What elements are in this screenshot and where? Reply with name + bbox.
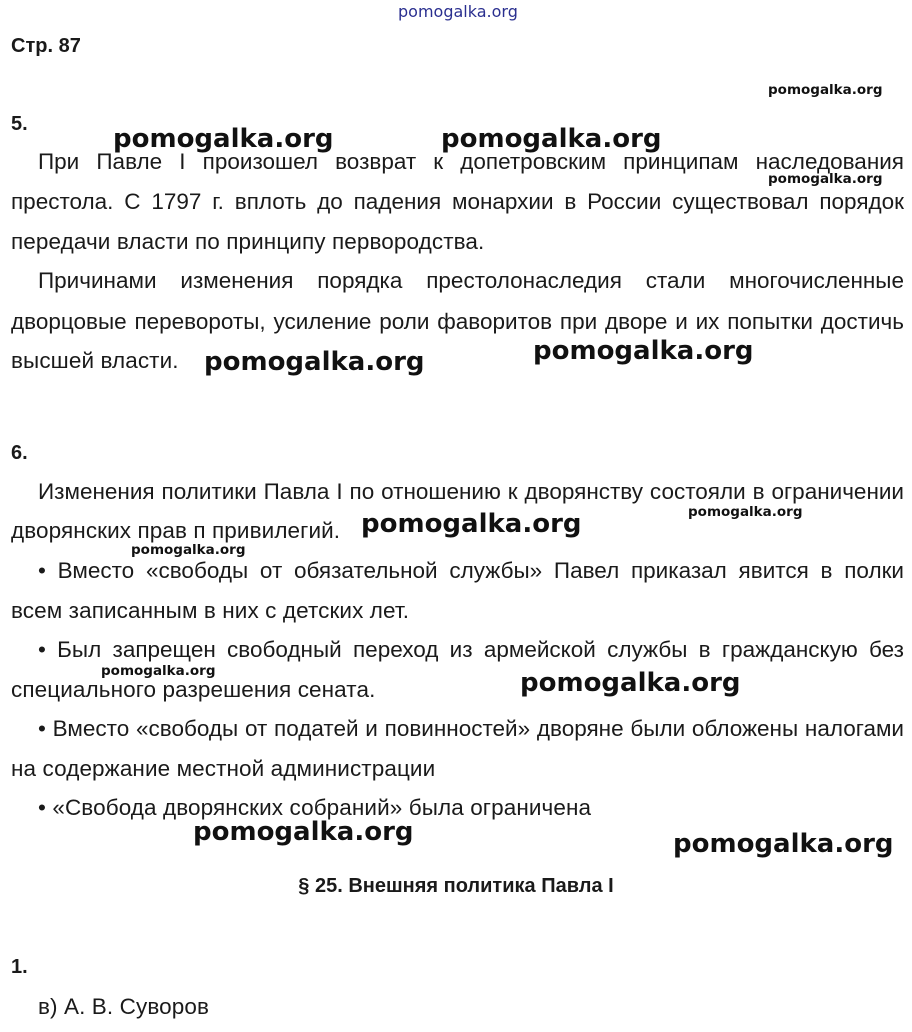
watermark: pomogalka.org xyxy=(441,124,662,154)
q6-bullet4-line1: • «Свобода дворянских собраний» была ограничена xyxy=(38,795,592,820)
watermark: pomogalka.org xyxy=(520,668,741,698)
watermark: pomogalka.org xyxy=(361,509,582,539)
q5-para1-line1: При Павле I произошел возврат к допетровским принципам наследования xyxy=(38,149,904,174)
q6-bullet3-line1: • Вместо «свободы от податей и повинностей» дворяне были обложены налогами xyxy=(38,716,904,741)
question-number-6: 6. xyxy=(11,442,28,464)
watermark: pomogalka.org xyxy=(204,347,425,377)
q6-bullet1-line1: • Вместо «свободы от обязательной службы» Павел приказал явится в полки xyxy=(38,558,904,583)
watermark: pomogalka.org xyxy=(113,124,334,154)
page-label: Стр. 87 xyxy=(11,35,81,57)
q5-para2-line3: высшей власти. xyxy=(11,348,179,373)
watermark: pomogalka.org xyxy=(101,663,216,679)
watermark: pomogalka.org xyxy=(768,82,883,98)
q5-para2-line2: дворцовые перевороты, усиление роли фаворитов при дворе и их попытки достичь xyxy=(11,309,904,334)
q6-bullet1-line2: всем записанным в них с детских лет. xyxy=(11,598,410,623)
q6-intro-line1: Изменения политики Павла I по отношению к дворянству состояли в ограничении xyxy=(38,479,904,504)
watermark: pomogalka.org xyxy=(193,817,414,847)
watermark: pomogalka.org xyxy=(688,504,803,520)
s25-q1-answer: в) А. В. Суворов xyxy=(38,994,210,1019)
watermark: pomogalka.org xyxy=(673,829,894,859)
watermark: pomogalka.org xyxy=(533,336,754,366)
q6-bullet3-line2: на содержание местной администрации xyxy=(11,756,436,781)
s25-question-number-1: 1. xyxy=(11,956,28,978)
section-title: § 25. Внешняя политика Павла I xyxy=(298,875,614,897)
watermark: pomogalka.org xyxy=(768,171,883,187)
q6-intro-line2: дворянских прав п привилегий. xyxy=(11,518,341,543)
watermark: pomogalka.org xyxy=(131,542,246,558)
question-number-5: 5. xyxy=(11,113,28,135)
q6-bullet2-line1: • Был запрещен свободный переход из армейской службы в гражданскую без xyxy=(38,637,904,662)
q5-para1-line2: престола. С 1797 г. вплоть до падения монархии в России существовал порядок xyxy=(11,189,904,214)
site-link[interactable]: pomogalka.org xyxy=(398,2,518,21)
q6-bullet2-line2: специального разрешения сената. xyxy=(11,677,376,702)
q5-para1-line3: передачи власти по принципу первородства. xyxy=(11,229,485,254)
q5-para2-line1: Причинами изменения порядка престолонаследия стали многочисленные xyxy=(38,268,904,293)
